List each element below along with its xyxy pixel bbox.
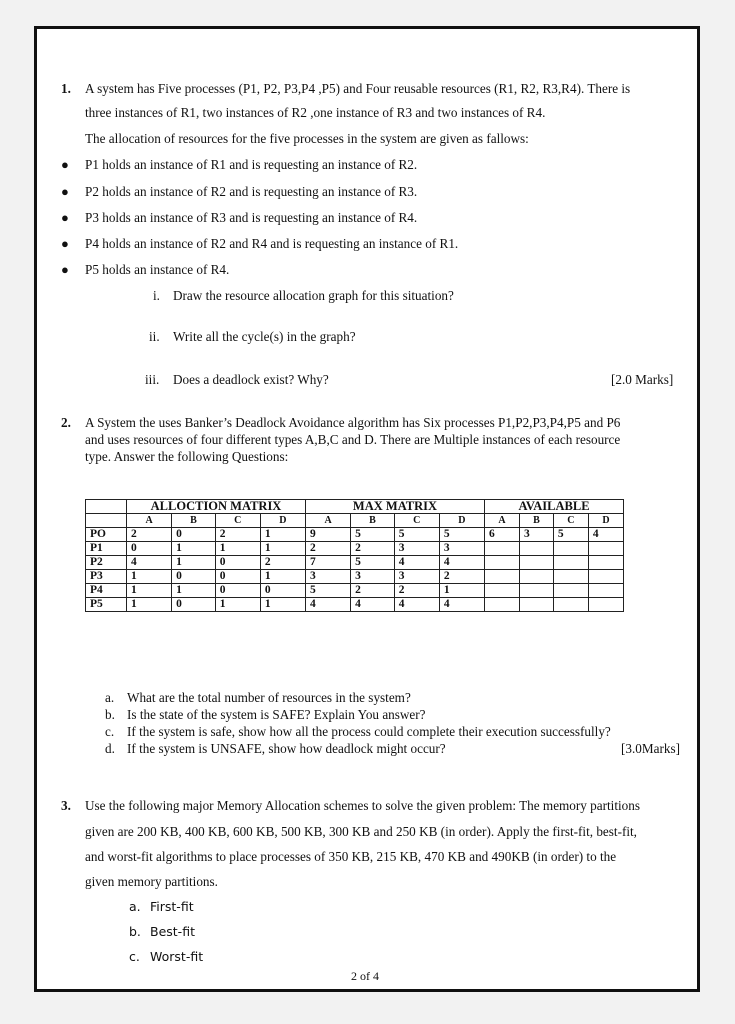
available-cell	[553, 584, 588, 598]
col-label: D	[588, 514, 623, 528]
available-cell	[485, 584, 520, 598]
q1-bullet-3: P3 holds an instance of R3 and is requesting an instance of R4.	[85, 210, 418, 225]
max-cell: 5	[394, 528, 439, 542]
table-row	[86, 584, 624, 598]
max-cell: 4	[351, 598, 395, 612]
process-label: P1	[86, 542, 127, 556]
allocation-cell: 0	[127, 542, 172, 556]
col-label: B	[172, 514, 216, 528]
available-cell	[485, 542, 520, 556]
col-label: D	[260, 514, 305, 528]
max-cell: 3	[394, 542, 439, 556]
allocation-cell: 0	[172, 528, 216, 542]
q1-sub-iii-text: Does a deadlock exist? Why?	[173, 372, 329, 387]
col-label: C	[553, 514, 588, 528]
max-cell: 5	[351, 556, 395, 570]
available-cell	[553, 570, 588, 584]
q2-sub-b-text: Is the state of the system is SAFE? Explain You answer?	[127, 707, 426, 722]
col-label: A	[485, 514, 520, 528]
col-label: C	[215, 514, 260, 528]
q2-marks: [3.0Marks]	[621, 741, 680, 756]
max-cell: 1	[439, 584, 484, 598]
allocation-cell: 1	[260, 528, 305, 542]
process-label: PO	[86, 528, 127, 542]
empty-cell	[86, 514, 127, 528]
max-cell: 5	[306, 584, 351, 598]
q3-option-c-num: c.	[129, 949, 140, 964]
allocation-cell: 1	[260, 570, 305, 584]
q3-option-a-num: a.	[129, 899, 141, 914]
q2-intro-line-2: and uses resources of four different types A,B,C and D. There are Multiple instances of each resource	[85, 432, 621, 447]
available-cell	[520, 542, 554, 556]
available-cell	[553, 556, 588, 570]
max-cell: 2	[394, 584, 439, 598]
table-column-row	[86, 514, 624, 528]
max-cell: 4	[394, 556, 439, 570]
available-cell: 5	[553, 528, 588, 542]
q1-sub-iii-num: iii.	[145, 372, 160, 387]
col-label: B	[520, 514, 554, 528]
allocation-cell: 1	[172, 584, 216, 598]
q1-sub-i-num: i.	[153, 288, 160, 303]
allocation-cell: 1	[215, 542, 260, 556]
q1-bullet-4: P4 holds an instance of R2 and R4 and is requesting an instance of R1.	[85, 236, 459, 251]
allocation-cell: 2	[215, 528, 260, 542]
q1-sub-ii-text: Write all the cycle(s) in the graph?	[173, 329, 356, 344]
q2-intro-line-3: type. Answer the following Questions:	[85, 449, 289, 464]
max-cell: 4	[439, 598, 484, 612]
allocation-cell: 1	[172, 556, 216, 570]
q3-line-2: given are 200 KB, 400 KB, 600 KB, 500 KB, 300 KB and 250 KB (in order). Apply the first-fit, best-fit,	[85, 824, 637, 839]
available-title: AVAILABLE	[485, 500, 624, 514]
allocation-cell: 4	[127, 556, 172, 570]
q3-number: 3.	[61, 798, 71, 813]
available-cell	[520, 598, 554, 612]
q1-sub-ii-num: ii.	[149, 329, 160, 344]
q2-number: 2.	[61, 415, 71, 430]
available-cell	[553, 542, 588, 556]
max-cell: 4	[394, 598, 439, 612]
allocation-cell: 2	[260, 556, 305, 570]
bullet-icon: ●	[61, 184, 69, 199]
q1-bullet-2: P2 holds an instance of R2 and is requesting an instance of R3.	[85, 184, 418, 199]
max-cell: 2	[351, 542, 395, 556]
max-cell: 2	[351, 584, 395, 598]
allocation-cell: 1	[260, 598, 305, 612]
max-matrix-title: MAX MATRIX	[306, 500, 485, 514]
exam-page	[34, 26, 700, 992]
allocation-cell: 1	[127, 584, 172, 598]
q3-option-b-num: b.	[129, 924, 141, 939]
table-header-row	[86, 500, 624, 514]
table-row	[86, 528, 624, 542]
available-cell	[588, 556, 623, 570]
available-cell	[485, 570, 520, 584]
max-cell: 2	[439, 570, 484, 584]
allocation-cell: 1	[260, 542, 305, 556]
allocation-cell: 0	[260, 584, 305, 598]
max-cell: 3	[394, 570, 439, 584]
available-cell: 3	[520, 528, 554, 542]
table-row	[86, 556, 624, 570]
allocation-cell: 0	[215, 556, 260, 570]
process-label: P4	[86, 584, 127, 598]
process-label: P2	[86, 556, 127, 570]
bullet-icon: ●	[61, 236, 69, 251]
available-cell	[520, 556, 554, 570]
max-cell: 2	[306, 542, 351, 556]
col-label: D	[439, 514, 484, 528]
max-cell: 3	[351, 570, 395, 584]
q2-sub-c-num: c.	[105, 724, 115, 739]
q2-sub-c-text: If the system is safe, show how all the process could complete their execution successfully?	[127, 724, 611, 739]
q2-sub-a-text: What are the total number of resources in the system?	[127, 690, 411, 705]
allocation-cell: 0	[215, 570, 260, 584]
allocation-cell: 2	[127, 528, 172, 542]
allocation-cell: 0	[215, 584, 260, 598]
bankers-table	[85, 499, 624, 612]
col-label: C	[394, 514, 439, 528]
q3-option-a-text: First-fit	[150, 899, 194, 914]
q1-bullet-5: P5 holds an instance of R4.	[85, 262, 230, 277]
q1-sub-i-text: Draw the resource allocation graph for this situation?	[173, 288, 454, 303]
bullet-icon: ●	[61, 210, 69, 225]
q1-intro-line-2: three instances of R1, two instances of R2 ,one instance of R3 and two instances of R4.	[85, 105, 546, 120]
max-cell: 9	[306, 528, 351, 542]
available-cell	[520, 570, 554, 584]
available-cell	[588, 598, 623, 612]
q1-number: 1.	[61, 81, 71, 96]
bullet-icon: ●	[61, 262, 69, 277]
process-label: P5	[86, 598, 127, 612]
allocation-matrix-title: ALLOCTION MATRIX	[127, 500, 306, 514]
max-cell: 4	[306, 598, 351, 612]
q1-intro-line-3: The allocation of resources for the five processes in the system are given as fallows:	[85, 131, 529, 146]
q3-line-4: given memory partitions.	[85, 874, 218, 889]
max-cell: 5	[351, 528, 395, 542]
q2-sub-a-num: a.	[105, 690, 115, 705]
available-cell	[485, 598, 520, 612]
allocation-cell: 1	[172, 542, 216, 556]
table-row	[86, 570, 624, 584]
available-cell	[520, 584, 554, 598]
bullet-icon: ●	[61, 157, 69, 172]
q1-bullet-1: P1 holds an instance of R1 and is requesting an instance of R2.	[85, 157, 418, 172]
available-cell	[588, 584, 623, 598]
allocation-cell: 0	[172, 598, 216, 612]
available-cell	[553, 598, 588, 612]
table-body	[86, 528, 624, 612]
max-cell: 3	[439, 542, 484, 556]
q2-intro-line-1: A System the uses Banker’s Deadlock Avoidance algorithm has Six processes P1,P2,P3,P4,P5 and P6	[85, 415, 621, 430]
q3-option-c-text: Worst-fit	[150, 949, 204, 964]
max-cell: 7	[306, 556, 351, 570]
available-cell	[588, 570, 623, 584]
q2-sub-d-num: d.	[105, 741, 115, 756]
col-label: B	[351, 514, 395, 528]
col-label: A	[306, 514, 351, 528]
max-cell: 4	[439, 556, 484, 570]
q3-line-1: Use the following major Memory Allocation schemes to solve the given problem: The memory partitions	[85, 798, 640, 813]
available-cell	[588, 542, 623, 556]
empty-cell	[86, 500, 127, 514]
table-row	[86, 542, 624, 556]
q3-line-3: and worst-fit algorithms to place processes of 350 KB, 215 KB, 470 KB and 490KB (in order) to the	[85, 849, 617, 864]
q2-sub-b-num: b.	[105, 707, 115, 722]
available-cell: 4	[588, 528, 623, 542]
q2-sub-d-text: If the system is UNSAFE, show how deadlock might occur?	[127, 741, 446, 756]
max-cell: 3	[306, 570, 351, 584]
allocation-cell: 1	[215, 598, 260, 612]
allocation-cell: 1	[127, 570, 172, 584]
available-cell: 6	[485, 528, 520, 542]
page-number: 2 of 4	[351, 969, 379, 983]
col-label: A	[127, 514, 172, 528]
q3-option-b-text: Best-fit	[150, 924, 195, 939]
available-cell	[485, 556, 520, 570]
process-label: P3	[86, 570, 127, 584]
table-row	[86, 598, 624, 612]
allocation-cell: 1	[127, 598, 172, 612]
q1-intro-line-1: A system has Five processes (P1, P2, P3,P4 ,P5) and Four reusable resources (R1, R2, R3,R4). There is	[85, 81, 631, 96]
q1-marks: [2.0 Marks]	[611, 372, 674, 387]
allocation-cell: 0	[172, 570, 216, 584]
max-cell: 5	[439, 528, 484, 542]
